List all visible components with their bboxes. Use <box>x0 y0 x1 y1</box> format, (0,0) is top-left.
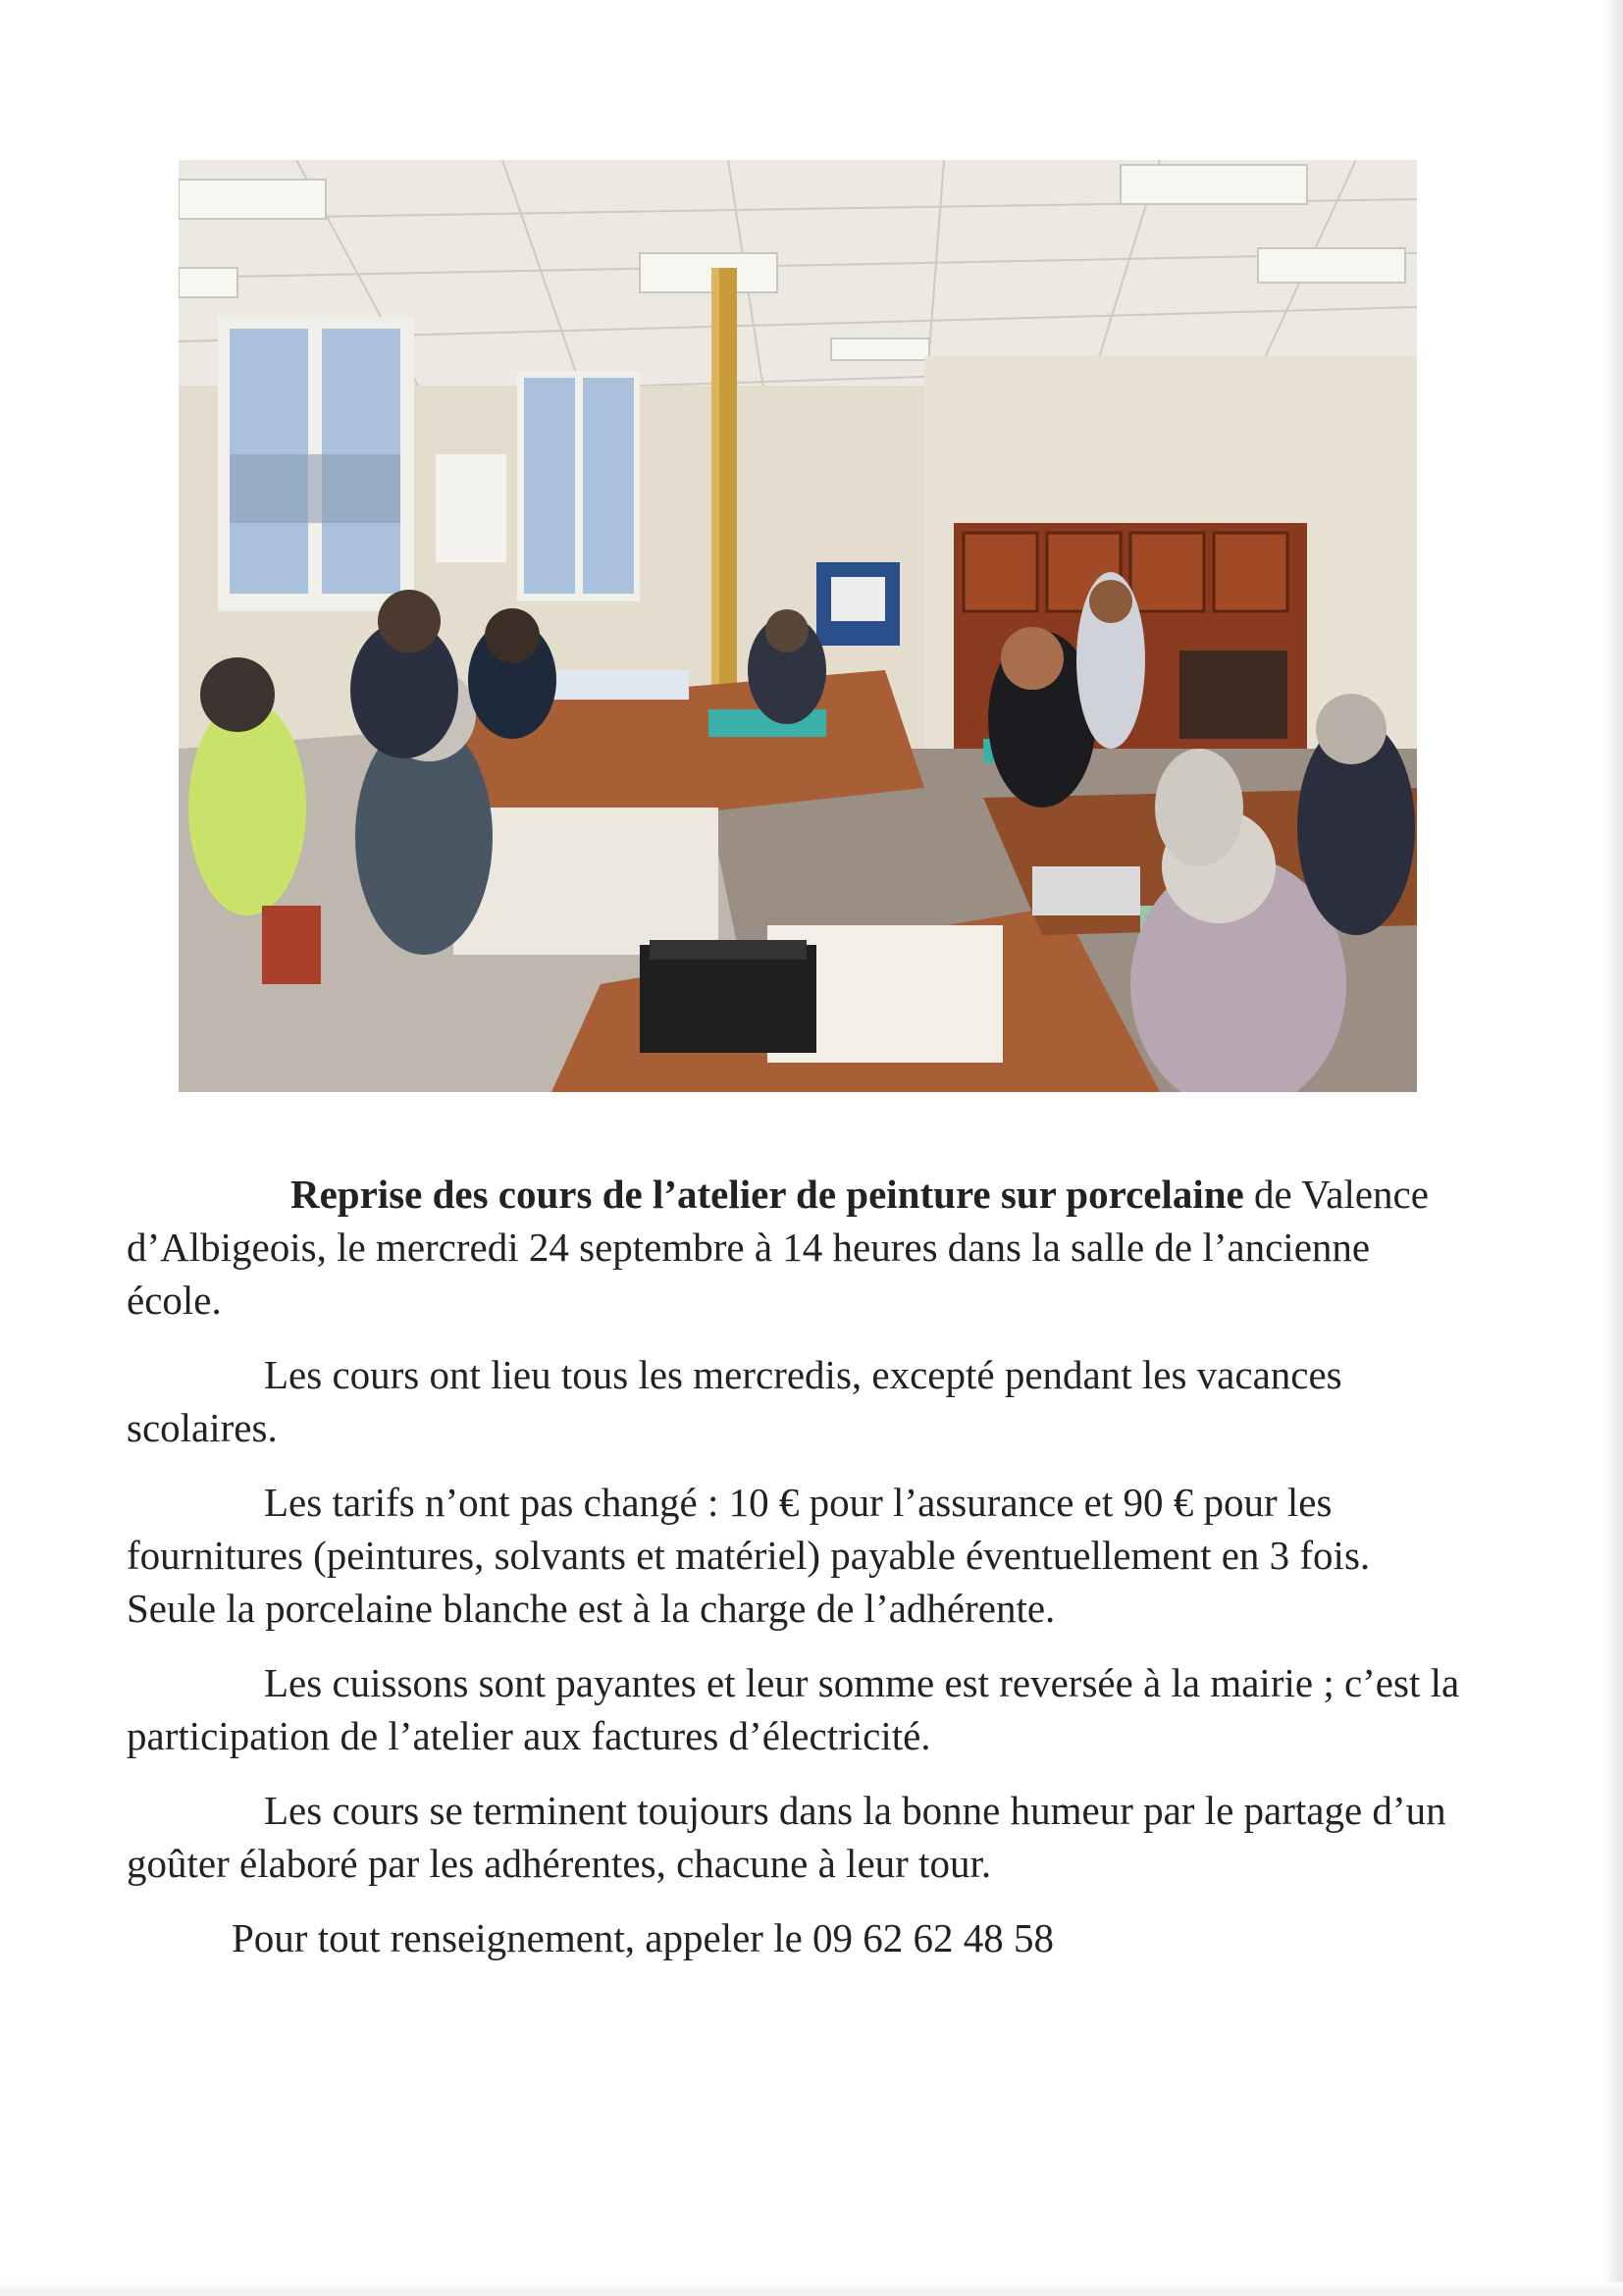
page-bottom-shadow <box>0 2282 1623 2296</box>
article-title: Reprise des cours de l’atelier de peinture sur porcelaine <box>290 1172 1244 1217</box>
intro-paragraph <box>127 1168 1461 1327</box>
firing-paragraph: Les cuissons sont payantes et leur somme est reversée à la mairie ; c’est la participation de l’atelier aux factures d’électricité. <box>127 1660 1460 1758</box>
article-text <box>127 1168 1461 1986</box>
page-edge-shadow <box>1601 0 1623 2296</box>
snack-paragraph: Les cours se terminent toujours dans la bonne humeur par le partage d’un goûter élaboré par les adhérentes, chacune à leur tour. <box>127 1788 1446 1886</box>
contact-paragraph: Pour tout renseignement, appeler le 09 62 62 48 58 <box>232 1915 1055 1960</box>
intro-text: de Valence d’Albigeois, le mercredi 24 septembre à 14 heures dans la salle de l’ancienne école. <box>127 1172 1429 1323</box>
pricing-paragraph: Les tarifs n’ont pas changé : 10 € pour l’assurance et 90 € pour les fournitures (peintures, solvants et matériel) payable éventuellement en 3 fois. Seule la porcelaine blanche est à la charge de l’adhérente. <box>127 1480 1371 1631</box>
schedule-paragraph: Les cours ont lieu tous les mercredis, excepté pendant les vacances scolaires. <box>127 1352 1342 1450</box>
workshop-photo <box>179 160 1417 1092</box>
